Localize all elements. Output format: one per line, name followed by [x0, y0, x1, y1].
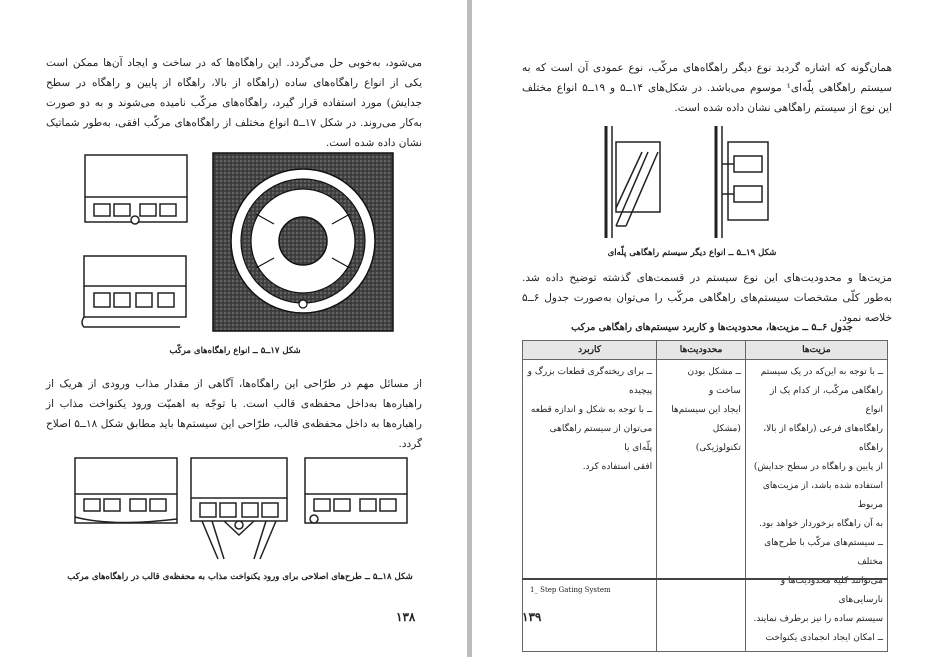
- footnote-rule: [522, 578, 888, 580]
- right-paragraph-2: مزیت‌ها و محدودیت‌های این نوع سیستم در قسمت‌های گذشته توضیح داده شد. به‌طور کلّی مشخصات سیستم‌های راهگاهی مرکّب را می‌توان به‌صورت جدول ۶ــ۵ خلاصه نمود.: [522, 272, 892, 324]
- table-line: ــ امکان ایجاد انجمادی یکنواخت: [765, 633, 883, 643]
- applications-cell: [523, 360, 657, 652]
- ring-mold-diagram: [212, 152, 394, 332]
- horizontal-gating-diagram-1: [82, 152, 192, 232]
- step-gating-diagram-1: [602, 122, 664, 242]
- figure-18-caption: شکل ۱۸ــ۵ ــ طرح‌های اصلاحی برای ورود یکنواخت مذاب به محفظه‌ی قالب در راهگاه‌های مرکب: [67, 572, 413, 582]
- horizontal-gating-diagram-2: [80, 253, 190, 333]
- table-line: ــ با توجه به این‌که در یک سیستم: [760, 367, 883, 377]
- right-page: [472, 0, 939, 657]
- table-line: ــ برای ریخته‌گری قطعات بزرگ و: [527, 367, 653, 377]
- table-line: سیستم ساده را نیز برطرف نمایند.: [753, 614, 883, 624]
- page-number-left: ۱۳۸: [396, 610, 416, 624]
- footnote: 1_ Step Gating System: [530, 586, 611, 594]
- corrected-gating-diagram-2: [188, 455, 293, 565]
- table-line: تکنولوژیکی): [695, 443, 741, 453]
- table-line: ــ با توجه به شکل و اندازه قطعه: [530, 405, 653, 415]
- left-paragraph-2: از مسائل مهم در طرّاحی این راهگاه‌ها، آگاهی از مقدار مذاب ورودی از هریک از راهباره‌ها به‌داخل محفظه‌ی قالب است. با توجّه به اهمیّت ورود یکنواخت مذاب از راهباره‌ها به داخل محفظه‌ی قالب، طرّاحی این سیستم‌ها باید مطابق شکل ۱۸ــ۵ اصلاح گردد.: [46, 378, 422, 450]
- table-line: ــ سیستم‌های مرکّب با طرح‌های مختلف: [764, 538, 883, 567]
- table-line: استفاده شده باشد، از مزیت‌های مربوط: [762, 481, 883, 510]
- corrected-gating-diagram-3: [302, 455, 412, 535]
- advantages-cell: [745, 360, 887, 652]
- figure-19-caption: شکل ۱۹ــ۵ ــ انواع دیگر سیستم راهگاهی پلّه‌ای: [607, 248, 777, 258]
- table-line: می‌توانند کلیه محدودیت‌ها و نارسایی‌های: [780, 576, 883, 605]
- right-paragraph-1: همان‌گونه که اشاره گردید نوع دیگر راهگاه‌های مرکّب، نوع عمودی آن است که به سیستم راهگاهی پلّه‌ای¹ موسوم می‌باشد. در شکل‌های ۱۴ــ۵ و ۱۹ــ۵ انواع مختلف این نوع از سیستم راهگاهی نشان داده شده است.: [522, 62, 893, 114]
- table-header-limitations: محدودیت‌ها: [657, 341, 746, 360]
- table-line: افقی استفاده کرد.: [582, 462, 653, 472]
- table-header-applications: کاربرد: [523, 341, 657, 360]
- table-line: می‌توان از سیستم راهگاهی پلّه‌ای یا: [549, 424, 653, 453]
- table-line: به آن راهگاه برخوردار خواهد بود.: [759, 519, 883, 529]
- table-line: پیچیده: [628, 386, 653, 396]
- table-line: راهگاه‌های فرعی (راهگاه از بالا، راهگاه: [763, 424, 883, 453]
- features-table: [522, 340, 888, 652]
- corrected-gating-diagram-1: [72, 455, 182, 535]
- table-line: ــ مشکل بودن ساخت و: [687, 367, 741, 396]
- left-paragraph-1: می‌شود، به‌خوبی حل می‌گردد. این راهگاه‌ها که در ساخت و ایجاد آن‌ها ممکن است یکی از انواع راهگاه‌های ساده (راهگاه از بالا، راهگاه از پایین و راهگاه در سطح جدایش) مورد استفاده قرار گیرد، راهگاه‌های مرکّب نامیده می‌شوند و به دو صورت به‌کار می‌روند. در شکل ۱۷ــ۵ انواع مختلف از راهگاه‌های مرکّب افقی، به‌طور شماتیک نشان داده شده است.: [46, 57, 422, 149]
- left-page: [0, 0, 467, 657]
- table-title: جدول ۶ــ۵ ــ مزیت‌ها، محدودیت‌ها و کاربرد سیستم‌های راهگاهی مرکب: [571, 322, 853, 333]
- limitations-cell: [657, 360, 746, 652]
- table-header-advantages: مزیت‌ها: [745, 341, 887, 360]
- step-gating-diagram-2: [712, 122, 774, 242]
- page-number-right: ۱۳۹: [522, 610, 542, 624]
- table-line: ایجاد این سیستم‌ها (مشکل: [671, 405, 741, 434]
- table-line: راهگاهی مرکّب، از کدام یک از انواع: [769, 386, 883, 415]
- figure-17-caption: شکل ۱۷ــ۵ ــ انواع راهگاه‌های مرکّب: [169, 346, 301, 356]
- table-line: از پایین و راهگاه در سطح جدایش): [753, 462, 883, 472]
